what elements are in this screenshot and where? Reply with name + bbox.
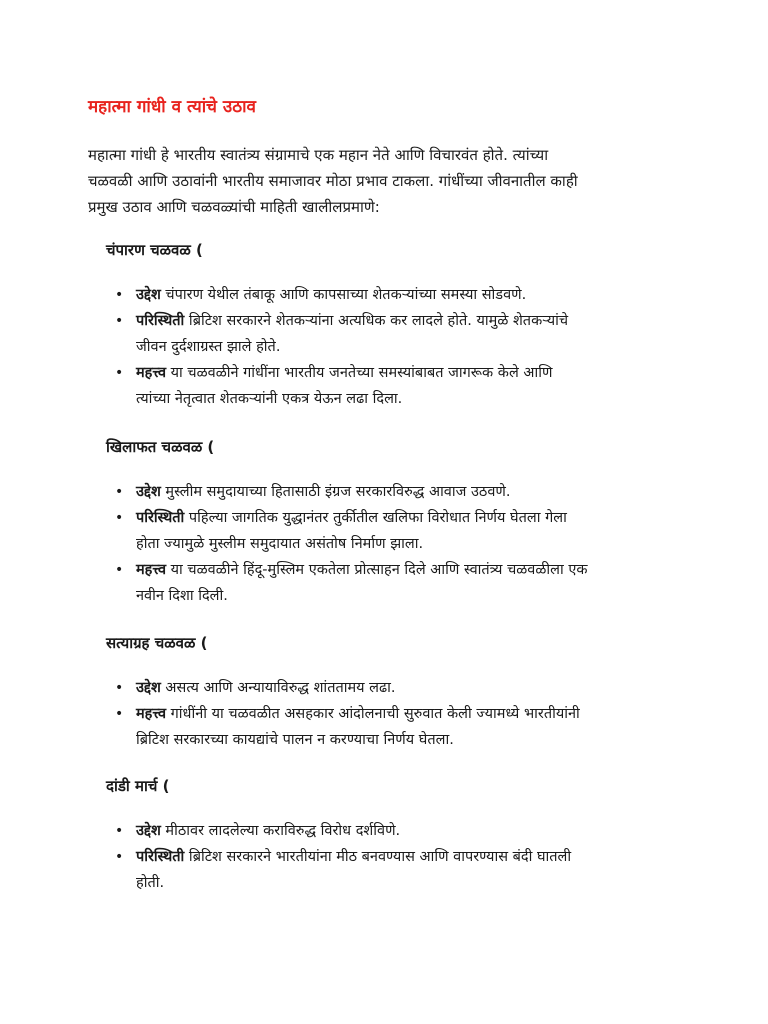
document-title: महात्मा गांधी व त्यांचे उठाव <box>88 97 256 117</box>
section-heading: सत्याग्रह चळवळ ( <box>106 634 208 652</box>
intro-line: प्रमुख उठाव आणि चळवळ्यांची माहिती खालीलप्रमाणे: <box>88 198 380 216</box>
list-item <box>88 360 688 412</box>
item-text: पहिल्या जागतिक युद्धानंतर तुर्कीतील खलिफा विरोधात निर्णय घेतला गेला <box>184 510 567 526</box>
item-label: परिस्थिती <box>136 313 185 329</box>
item-label: उद्देश <box>136 287 161 303</box>
list-item <box>88 479 688 505</box>
item-label: महत्त्व <box>136 706 167 722</box>
bullet-icon: • <box>115 287 124 303</box>
list-item <box>88 505 688 557</box>
list-item <box>88 818 688 844</box>
item-text: ब्रिटिश सरकारने शेतकऱ्यांना अत्यधिक कर लादले होते. यामुळे शेतकऱ्यांचे <box>184 313 569 329</box>
list-item <box>88 308 688 360</box>
bullet-icon: • <box>115 313 124 329</box>
section-champaran <box>88 240 688 412</box>
item-text: होता ज्यामुळे मुस्लीम समुदायात असंतोष निर्माण झाला. <box>136 536 424 552</box>
item-text: चंपारण येथील तंबाकू आणि कापसाच्या शेतकऱ्यांच्या समस्या सोडवणे. <box>160 287 527 303</box>
item-label: महत्त्व <box>136 365 167 381</box>
list-item <box>88 675 688 701</box>
item-text: ब्रिटिश सरकारच्या कायद्यांचे पालन न करण्याचा निर्णय घेतला. <box>136 732 454 748</box>
item-text: या चळवळीने हिंदू-मुस्लिम एकतेला प्रोत्साहन दिले आणि स्वातंत्र्य चळवळीला एक <box>166 562 588 578</box>
bullet-icon: • <box>115 484 124 500</box>
list-item <box>88 701 688 753</box>
bullet-icon: • <box>115 823 124 839</box>
bullet-list <box>88 479 688 609</box>
item-text: नवीन दिशा दिली. <box>136 588 228 604</box>
bullet-icon: • <box>115 562 124 578</box>
section-heading: खिलाफत चळवळ ( <box>106 438 215 456</box>
item-text: असत्य आणि अन्यायाविरुद्ध शांततामय लढा. <box>160 680 396 696</box>
list-item <box>88 557 688 609</box>
item-label: महत्त्व <box>136 562 167 578</box>
item-text: गांधींनी या चळवळीत असहकार आंदोलनाची सुरुवात केली ज्यामध्ये भारतीयांनी <box>166 706 580 722</box>
intro-line: चळवळी आणि उठावांनी भारतीय समाजावर मोठा प्रभाव टाकला. गांधींच्या जीवनातील काही <box>88 172 578 190</box>
item-text: जीवन दुर्दशाग्रस्त झाले होते. <box>136 339 281 355</box>
list-item <box>88 844 688 896</box>
intro-line: महात्मा गांधी हे भारतीय स्वातंत्र्य संग्रामाचे एक महान नेते आणि विचारवंत होते. त्यांच्या <box>88 146 549 164</box>
bullet-list <box>88 675 688 753</box>
section-satyagraha <box>88 633 688 753</box>
section-khilafat <box>88 437 688 609</box>
item-label: उद्देश <box>136 680 161 696</box>
list-item <box>88 282 688 308</box>
item-label: उद्देश <box>136 484 161 500</box>
bullet-icon: • <box>115 510 124 526</box>
item-label: उद्देश <box>136 823 161 839</box>
bullet-list <box>88 818 688 896</box>
bullet-icon: • <box>115 849 124 865</box>
item-text: मीठावर लादलेल्या कराविरुद्ध विरोध दर्शविणे. <box>160 823 401 839</box>
section-dandi-march <box>88 776 688 896</box>
bullet-icon: • <box>115 706 124 722</box>
bullet-list <box>88 282 688 412</box>
bullet-icon: • <box>115 365 124 381</box>
item-label: परिस्थिती <box>136 849 185 865</box>
section-heading: चंपारण चळवळ ( <box>106 241 203 259</box>
item-text: त्यांच्या नेतृत्वात शेतकऱ्यांनी एकत्र येऊन लढा दिला. <box>136 391 403 407</box>
item-label: परिस्थिती <box>136 510 185 526</box>
item-text: होती. <box>136 875 165 891</box>
intro-paragraph <box>88 142 688 220</box>
section-heading: दांडी मार्च ( <box>106 777 170 795</box>
item-text: मुस्लीम समुदायाच्या हितासाठी इंग्रज सरकारविरुद्ध आवाज उठवणे. <box>160 484 511 500</box>
item-text: ब्रिटिश सरकारने भारतीयांना मीठ बनवण्यास आणि वापरण्यास बंदी घातली <box>184 849 572 865</box>
bullet-icon: • <box>115 680 124 696</box>
item-text: या चळवळीने गांधींना भारतीय जनतेच्या समस्यांबाबत जागरूक केले आणि <box>166 365 553 381</box>
